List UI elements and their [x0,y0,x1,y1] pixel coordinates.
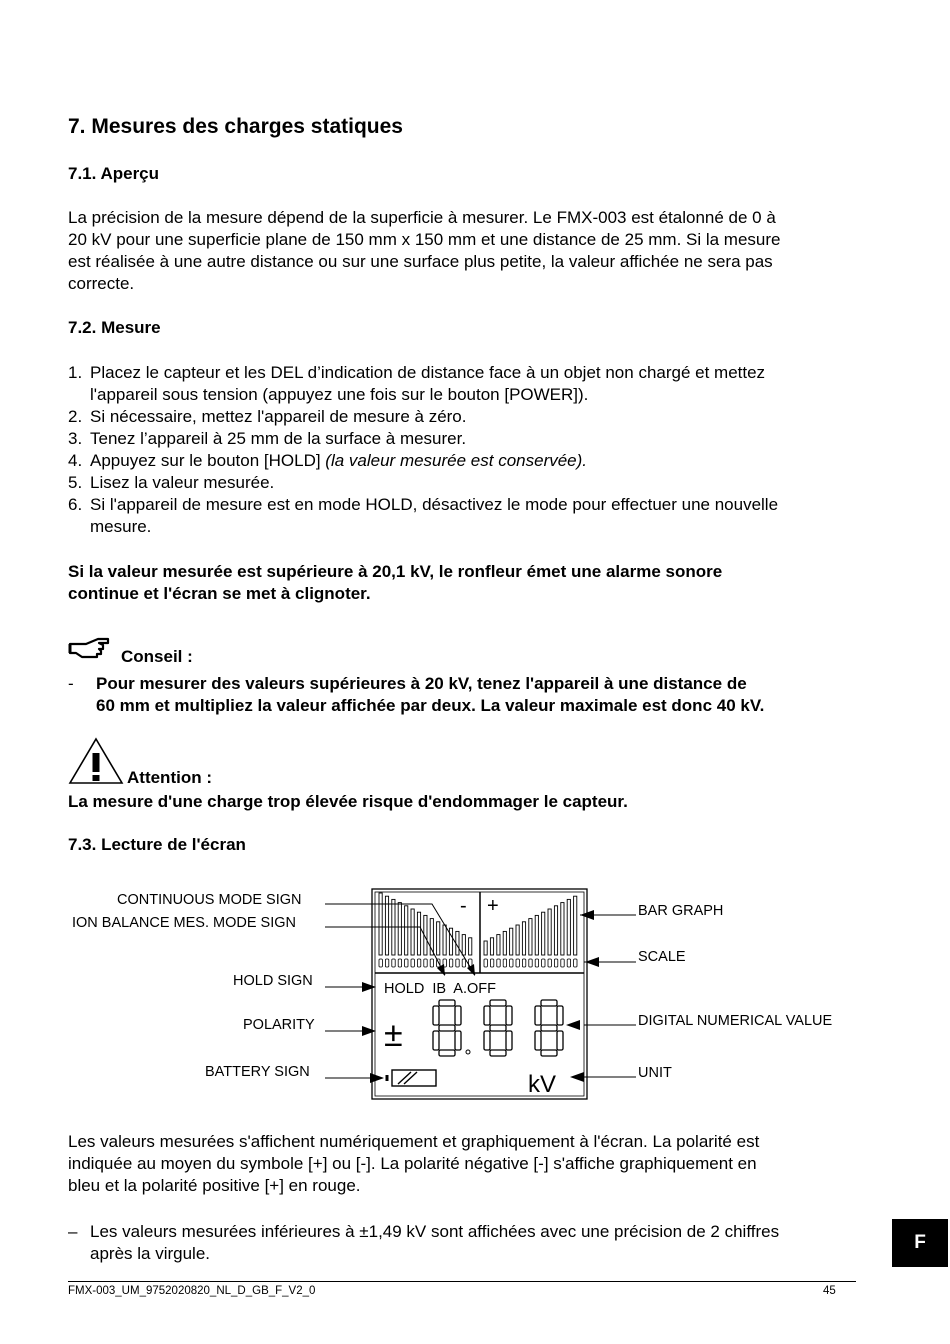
scale-mark [516,959,519,967]
bar-segment [484,941,487,955]
scale-mark [456,959,459,967]
attention-text: La mesure d'une charge trop élevée risque d'endommager le capteur. [68,792,628,811]
digit-segment [433,1006,439,1025]
scale-mark [398,959,401,967]
bar-segment [443,925,446,955]
list-item: 6. Si l'appareil de mesure est en mode HOLD, désactivez le mode pour effectuer une nouvelle [68,495,779,514]
label-battery-sign: BATTERY SIGN [205,1064,310,1080]
scale-mark [411,959,414,967]
list-item: 5. Lisez la valeur mesurée. [68,473,275,492]
bar-segment [497,935,500,955]
bar-segment [567,899,570,955]
scale-mark [430,959,433,967]
subsection-title-display: 7.3. Lecture de l'écran [68,835,246,854]
digit-segment [484,1031,490,1050]
label-hold-sign: HOLD SIGN [233,973,313,989]
minus-sign: - [460,895,467,917]
list-item: l'appareil sous tension (appuyez une fois sur le bouton [POWER]). [90,385,589,404]
bar-segment [503,931,506,955]
digit-segment [535,1031,541,1050]
language-tab: F [892,1219,948,1267]
page-number: 45 [823,1285,836,1297]
warning-triangle-icon [68,737,124,785]
battery-icon [387,1070,436,1086]
label-digital-value: DIGITAL NUMERICAL VALUE [638,1013,833,1029]
scale-mark [392,959,395,967]
precision-bullet: – Les valeurs mesurées inférieures à ±1,49 kV sont affichées avec une précision de 2 chiffres après la virgule. [68,1222,780,1263]
attention-title: Attention : [127,768,212,787]
label-continuous-mode: CONTINUOUS MODE SIGN [117,892,302,908]
digit-segment [506,1031,512,1050]
list-item: 3. Tenez l’appareil à 25 mm de la surface à mesurer. [68,429,467,448]
bar-segment [449,928,452,955]
label-bar-graph: BAR GRAPH [638,903,724,919]
measure-steps [68,362,888,538]
list-item: 1. Placez le capteur et les DEL d’indication de distance face à un objet non chargé et mettez [68,363,766,382]
digit-segment [490,1000,506,1006]
scale-mark [385,959,388,967]
section-title: 7. Mesures des charges statiques [68,115,403,138]
list-item: 2. Si nécessaire, mettez l'appareil de mesure à zéro. [68,407,467,426]
bar-graph-negative [379,893,472,955]
footer-doc-id: FMX-003_UM_9752020820_NL_D_GB_F_V2_0 [68,1285,316,1297]
bar-segment [522,922,525,955]
bar-segment [535,915,538,955]
scale-mark [529,959,532,967]
digit-segment [439,1000,455,1006]
overview-paragraph: La précision de la mesure dépend de la superficie à mesurer. Le FMX-003 est étalonné de 0 à 20 kV pour une superficie plane de 150 mm x 150 mm et une distance de 25 mm. Si la mesure est réalisée à une autre distance ou sur une surface plus petite, la valeur affichée ne sera pas correcte. [68,208,781,293]
scale-mark [567,959,570,967]
scale-mark [535,959,538,967]
scale-mark [462,959,465,967]
scale-mark [484,959,487,967]
scale-mark [554,959,557,967]
bar-segment [574,896,577,955]
digit-segment [557,1031,563,1050]
bar-segment [411,909,414,955]
scale-mark [449,959,452,967]
bar-segment [437,922,440,955]
list-item: 4. Appuyez sur le bouton [HOLD] (la valeur mesurée est conservée). [68,451,588,470]
bar-segment [542,912,545,955]
bar-segment [554,906,557,955]
status-row: HOLD IB A.OFF [384,981,496,997]
scale-mark [561,959,564,967]
digit-segment [490,1050,506,1056]
unit-kv: kV [528,1071,557,1098]
decimal-point [466,1050,470,1054]
scale-mark [497,959,500,967]
digit-segment [433,1031,439,1050]
scale-mark [417,959,420,967]
bar-segment [561,903,564,955]
plus-sign: + [487,895,499,917]
bar-segment [510,928,513,955]
digit-segment [541,1000,557,1006]
digit-segment [490,1025,506,1031]
display-paragraph: Les valeurs mesurées s'affichent numériquement et graphiquement à l'écran. La polarité est indiquée au moyen du symbole [+] ou [-]. La polarité négative [-] s'affiche graphiquement en bleu et la polarité positive [+] en rouge. [68,1132,760,1195]
digit-segment [455,1006,461,1025]
bar-segment [516,925,519,955]
scale-mark [510,959,513,967]
digit-segment [439,1025,455,1031]
pointing-hand-icon [68,636,110,660]
subsection-title-overview: 7.1. Aperçu [68,164,160,183]
label-polarity: POLARITY [243,1017,315,1033]
bar-segment [469,938,472,955]
scale-mark [522,959,525,967]
seven-segment-digits [433,1000,563,1056]
label-ion-balance: ION BALANCE MES. MODE SIGN [72,915,296,931]
bar-segment [417,912,420,955]
digit-segment [535,1006,541,1025]
digit-segment [541,1050,557,1056]
list-item: mesure. [90,517,152,536]
label-unit: UNIT [638,1065,672,1081]
bar-segment [490,938,493,955]
bar-segment [385,896,388,955]
scale-mark [405,959,408,967]
digit-segment [541,1025,557,1031]
bar-segment [405,906,408,955]
subsection-title-measure: 7.2. Mesure [68,318,161,337]
digit-segment [439,1050,455,1056]
scale-marks [379,959,577,967]
polarity-symbol: ± [384,1016,403,1054]
scale-mark [574,959,577,967]
bar-segment [398,903,401,955]
lcd-display-diagram [320,885,640,1105]
scale-mark [424,959,427,967]
tip-title: Conseil : [121,647,193,666]
footer-rule [68,1281,856,1282]
bar-segment [529,919,532,955]
scale-mark [379,959,382,967]
scale-mark [490,959,493,967]
scale-mark [503,959,506,967]
digit-segment [557,1006,563,1025]
bar-segment [462,935,465,955]
scale-mark [542,959,545,967]
tip-text: - Pour mesurer des valeurs supérieures à 20 kV, tenez l'appareil à une distance de 60 mm et multipliez la valeur affichée par deux. La valeur maximale est donc 40 kV. [68,674,765,715]
digit-segment [484,1006,490,1025]
scale-mark [548,959,551,967]
alarm-warning: Si la valeur mesurée est supérieure à 20,1 kV, le ronfleur émet une alarme sonore continue et l'écran se met à clignoter. [68,562,723,603]
label-scale: SCALE [638,949,686,965]
digit-segment [506,1006,512,1025]
bar-segment [379,893,382,955]
digit-segment [455,1031,461,1050]
bar-segment [548,909,551,955]
